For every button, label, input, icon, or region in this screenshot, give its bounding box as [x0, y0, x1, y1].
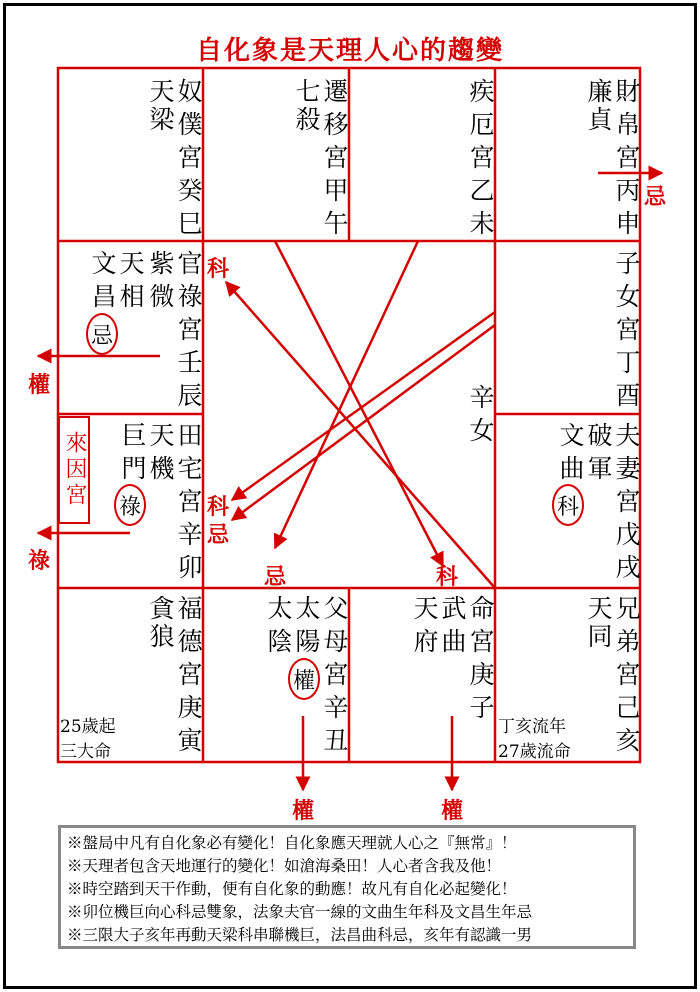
palace-chen-star: 紫微: [146, 250, 175, 316]
palace-you-name: 子女宮丁酉: [612, 250, 641, 415]
palace-wu-star: 殺: [292, 106, 321, 139]
page-title: 自化象是天理人心的趨變: [195, 36, 504, 66]
palace-si-star: 天: [146, 78, 175, 111]
palace-chou-name: 父母宮辛丑: [320, 595, 349, 760]
palace-xu-star: 文曲: [556, 422, 585, 488]
palace-zi-star: 天府: [410, 595, 439, 661]
note-line: ※天理者包含天地運行的變化！如滄海桑田！人心者含我及他！: [67, 857, 502, 875]
palace-shen-star: 貞: [584, 106, 613, 139]
palace-zi-star: 武曲: [438, 595, 467, 661]
palace-shen-star: 廉: [584, 78, 613, 111]
palace-si-name: 奴僕宮癸巳: [174, 78, 203, 243]
arrow-to-ke-top: [226, 282, 495, 588]
palace-hai-name: 兄弟宮己亥: [612, 595, 641, 760]
palace-xu-star: 破軍: [584, 422, 613, 488]
palace-hai-star: 天: [584, 595, 613, 628]
label-quan-left: 權: [28, 372, 51, 398]
palace-hai-star: 同: [584, 623, 613, 656]
label-ji-mid: 忌: [207, 522, 230, 548]
circled-quan-chou: 權: [288, 658, 320, 700]
palace-chen-star: 文昌: [88, 250, 117, 316]
arrow-to-ji-mid: [232, 325, 495, 520]
palace-mao-star: 天機: [146, 422, 175, 488]
arrow-to-ke-mid: [232, 312, 495, 500]
notes-box: [58, 825, 636, 949]
palace-yin-star: 狼: [146, 623, 175, 656]
note-line: ※三限大子亥年再動天梁科串聯機巨，法昌曲科忌，亥年有認識一男: [67, 926, 533, 944]
label-ke-mid: 科: [207, 494, 230, 520]
hai-note-1: 丁亥流年: [498, 717, 566, 737]
label-quan-bottom2: 權: [441, 798, 464, 824]
palace-zi-name: 命宮庚子: [466, 595, 495, 727]
palace-yin-name: 福德宮庚寅: [174, 595, 203, 760]
palace-xu-name: 夫妻宮戊戌: [612, 422, 641, 587]
palace-chen-star: 天相: [116, 250, 145, 316]
note-line: ※時空踏到天干作動，便有自化象的動應！故凡有自化必起變化！: [67, 880, 517, 898]
source-palace-label: 來因宮: [58, 416, 90, 524]
palace-mao-name: 田宅宮辛卯: [174, 422, 203, 587]
palace-chou-star: 太陽: [292, 595, 321, 661]
palace-wu-star: 七: [292, 78, 321, 111]
palace-shen-name: 財帛宮丙申: [612, 78, 641, 243]
palace-wei-name: 疾厄宮乙未: [466, 78, 495, 243]
palace-si-star: 梁: [146, 106, 175, 139]
palace-wu-name: 遷移宮甲午: [320, 78, 349, 243]
yin-note-2: 三大命: [60, 742, 111, 762]
label-quan-bottom1: 權: [292, 798, 315, 824]
label-ke-top: 科: [207, 256, 230, 282]
arrow-to-ji-bottom: [275, 241, 418, 548]
palace-chou-star: 太陰: [264, 595, 293, 661]
hai-note-2: 27歲流命: [498, 742, 571, 762]
label-lu-left: 祿: [28, 548, 51, 574]
circled-lu-mao: 祿: [114, 484, 146, 526]
note-line: ※卯位機巨向心科忌雙象，法象夫官一線的文曲生年科及文昌生年忌: [67, 903, 533, 921]
note-line: ※盤局中凡有自化象必有變化！自化象應天理就人心之『無常』！: [67, 834, 517, 852]
label-ji-bottom: 忌: [264, 564, 287, 590]
palace-chen-name: 官祿宮壬辰: [174, 250, 203, 415]
palace-yin-star: 貪: [146, 595, 175, 628]
yin-note-1: 25歲起: [60, 717, 116, 737]
palace-mao-star: 巨門: [118, 422, 147, 488]
label-ke-bottom: 科: [436, 564, 459, 590]
arrow-to-ke-bottom: [275, 241, 443, 566]
circled-ke-xu: 科: [552, 484, 584, 526]
label-ji-right: 忌: [644, 184, 667, 210]
center-text: 辛女: [466, 384, 495, 450]
circled-ji-chen: 忌: [86, 313, 118, 355]
